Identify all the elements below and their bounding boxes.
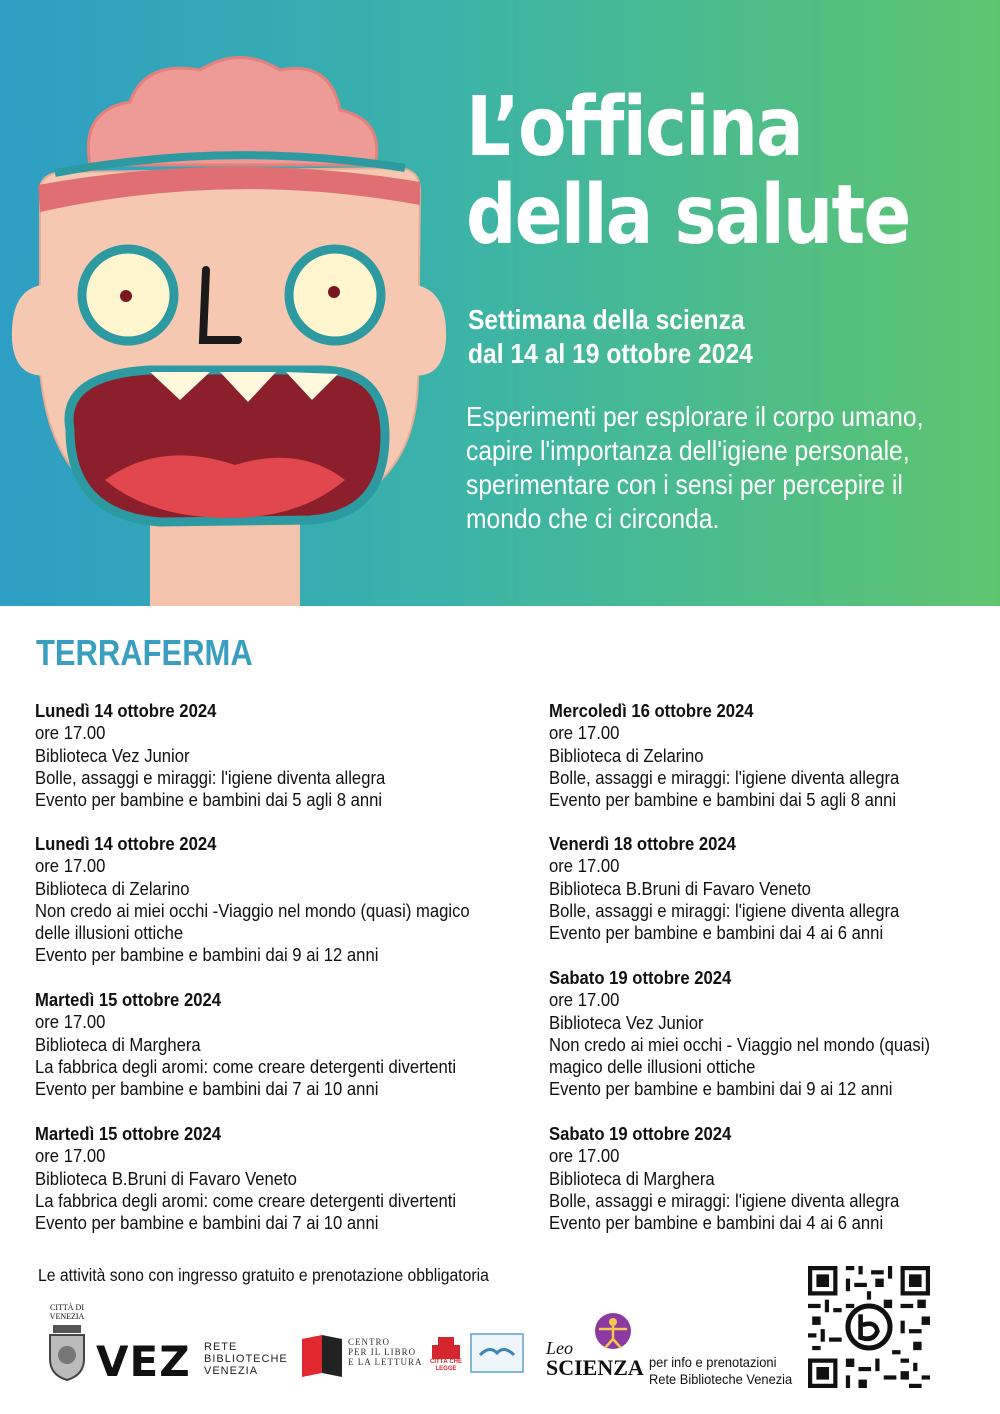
event-audience: Evento per bambine e bambini dai 7 ai 10 anni — [35, 1078, 379, 1100]
cepell-logo-text — [348, 1337, 423, 1367]
section-title: TERRAFERMA — [36, 632, 253, 673]
event-title-continued: magico delle illusioni ottiche — [549, 1056, 756, 1078]
event-audience: Evento per bambine e bambini dai 9 ai 12 anni — [35, 944, 379, 966]
contact-line-1: per info e prenotazioni — [649, 1354, 777, 1370]
event-title-continued: delle illusioni ottiche — [35, 922, 184, 944]
event-place: Biblioteca di Zelarino — [35, 877, 190, 899]
event-item — [35, 833, 521, 967]
event-date: Sabato 19 ottobre 2024 — [549, 1123, 732, 1144]
subtitle — [468, 303, 753, 371]
event-date: Lunedì 14 ottobre 2024 — [35, 833, 217, 854]
vez-logo-text — [204, 1341, 288, 1377]
event-audience: Evento per bambine e bambini dai 5 agli 8 anni — [549, 789, 897, 811]
citta-line-2: VENEZIA — [49, 1312, 85, 1321]
event-title: La fabbrica degli aromi: come creare detergenti divertenti — [35, 1055, 457, 1077]
vez-line-2: BIBLIOTECHE — [204, 1353, 288, 1365]
event-place: Biblioteca Vez Junior — [549, 1011, 704, 1033]
event-time: ore 17.00 — [549, 855, 620, 877]
event-title: Bolle, assaggi e miraggi: l'igiene diventa allegra — [549, 1189, 900, 1211]
contact-line-2: Rete Biblioteche Venezia — [649, 1371, 793, 1387]
cartoon-head-illustration — [0, 40, 460, 606]
citta-che-legge-text: CITTÀ CHE LEGGE — [430, 1359, 462, 1372]
event-place: Biblioteca di Zelarino — [549, 744, 704, 766]
citta-che-legge-logo — [426, 1335, 466, 1377]
coat-of-arms-icon — [47, 1323, 87, 1381]
event-title: Bolle, assaggi e miraggi: l'igiene diventa allegra — [549, 766, 900, 788]
event-title: Non credo ai miei occhi - Viaggio nel mondo (quasi) — [549, 1033, 930, 1055]
vitruvian-man-icon — [593, 1311, 633, 1351]
title-line-1: L’officina — [466, 80, 803, 175]
citta-di-venezia-logo — [44, 1303, 90, 1383]
event-time: ore 17.00 — [549, 722, 620, 744]
event-date: Sabato 19 ottobre 2024 — [549, 967, 732, 988]
handshake-icon — [470, 1333, 524, 1373]
event-date: Venerdì 18 ottobre 2024 — [549, 833, 736, 854]
free-entry-notice: Le attività sono con ingresso gratuito e prenotazione obbligatoria — [38, 1265, 489, 1285]
vez-line-1: RETE — [204, 1341, 238, 1353]
event-date: Martedì 15 ottobre 2024 — [35, 989, 221, 1010]
event-place: Biblioteca Vez Junior — [35, 744, 190, 766]
cepell-book-icon — [300, 1333, 344, 1379]
event-item — [35, 1123, 521, 1234]
subtitle-line-1: Settimana della scienza — [468, 304, 745, 335]
tower-icon — [428, 1335, 464, 1359]
event-time: ore 17.00 — [549, 989, 620, 1011]
cepell-line-1: CENTRO — [348, 1337, 390, 1347]
event-time: ore 17.00 — [35, 855, 106, 877]
event-time: ore 17.00 — [549, 1145, 620, 1167]
event-time: ore 17.00 — [35, 722, 106, 744]
vez-line-3: VENEZIA — [204, 1365, 259, 1377]
event-item — [549, 1123, 1000, 1234]
vez-logo-mark: VEZ — [96, 1337, 191, 1386]
event-item — [549, 967, 1000, 1101]
hero-banner — [0, 0, 1000, 606]
title-line-2: della salute — [466, 168, 910, 263]
qr-code-icon[interactable] — [808, 1266, 930, 1388]
event-time: ore 17.00 — [35, 1011, 106, 1033]
event-item — [549, 700, 1000, 811]
cepell-line-3: E LA LETTURA — [348, 1357, 423, 1367]
event-audience: Evento per bambine e bambini dai 4 ai 6 anni — [549, 1212, 884, 1234]
event-date: Lunedì 14 ottobre 2024 — [35, 700, 217, 721]
event-place: Biblioteca di Marghera — [549, 1167, 715, 1189]
leo-line-2: SCIENZA — [546, 1355, 644, 1380]
event-item — [35, 989, 521, 1100]
event-audience: Evento per bambine e bambini dai 4 ai 6 anni — [549, 922, 884, 944]
event-place: Biblioteca B.Bruni di Favaro Veneto — [549, 877, 811, 899]
event-date: Martedì 15 ottobre 2024 — [35, 1123, 221, 1144]
event-item — [549, 833, 1000, 944]
event-date: Mercoledì 16 ottobre 2024 — [549, 700, 754, 721]
event-audience: Evento per bambine e bambini dai 9 ai 12 anni — [549, 1078, 893, 1100]
page-title — [466, 80, 910, 263]
event-time: ore 17.00 — [35, 1145, 106, 1167]
intro-text: Esperimenti per esplorare il corpo umano, capire l'importanza dell'igiene personale, sperimentare con i sensi per percepire il mondo che ci circonda. — [466, 401, 924, 534]
event-audience: Evento per bambine e bambini dai 5 agli 8 anni — [35, 789, 383, 811]
event-title: Bolle, assaggi e miraggi: l'igiene diventa allegra — [549, 899, 900, 921]
event-audience: Evento per bambine e bambini dai 7 ai 10 anni — [35, 1212, 379, 1234]
event-title: Bolle, assaggi e miraggi: l'igiene diventa allegra — [35, 766, 386, 788]
event-place: Biblioteca B.Bruni di Favaro Veneto — [35, 1167, 297, 1189]
cepell-line-2: PER IL LIBRO — [348, 1347, 417, 1357]
event-title: La fabbrica degli aromi: come creare detergenti divertenti — [35, 1189, 457, 1211]
event-item — [35, 700, 521, 811]
contact-info — [649, 1354, 792, 1388]
event-place: Biblioteca di Marghera — [35, 1033, 201, 1055]
citta-line-1: CITTÀ DI — [50, 1303, 84, 1312]
subtitle-line-2: dal 14 al 19 ottobre 2024 — [468, 338, 753, 369]
leo-line-1: Leo — [546, 1338, 573, 1358]
event-title: Non credo ai miei occhi -Viaggio nel mondo (quasi) magico — [35, 899, 470, 921]
